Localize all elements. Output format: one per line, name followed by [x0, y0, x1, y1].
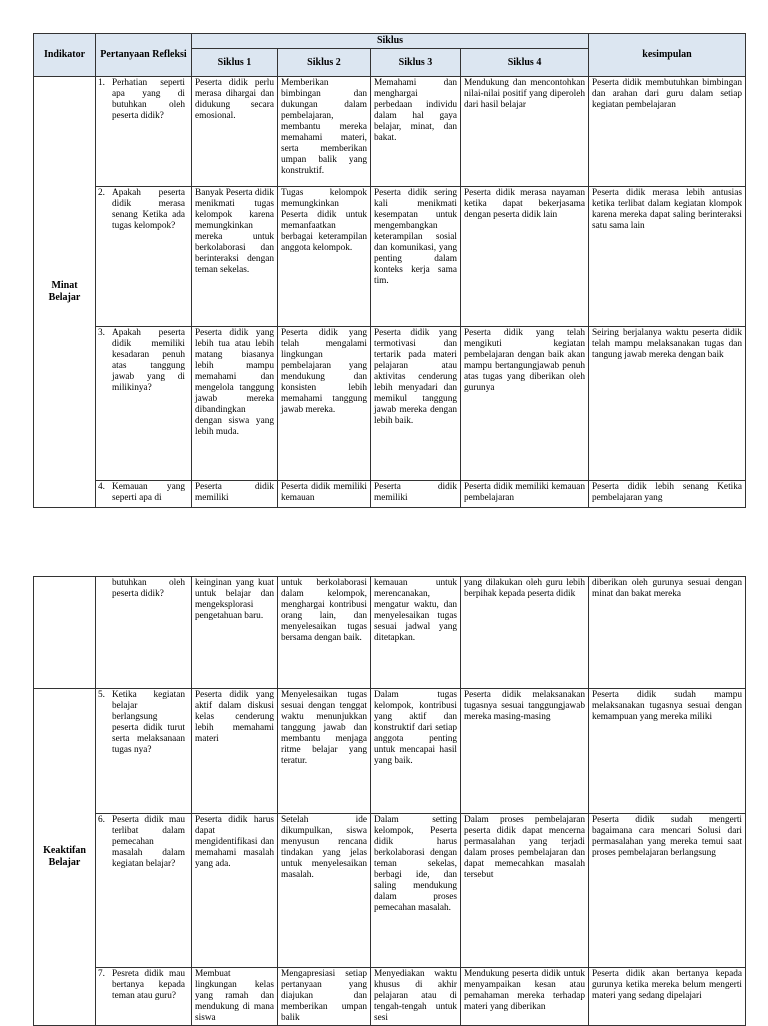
question-cell: butuhkan oleh peserta didik?	[96, 577, 192, 689]
header-indikator: Indikator	[34, 34, 96, 77]
siklus-1-cell: Peserta didik harus dapat mengidentifikasi dan memahami masalah yang ada.	[192, 814, 278, 968]
kesimpulan-cell: Peserta didik sudah mampu melaksanakan tugasnya sesuai dengan kemampuan yang mereka miliki	[589, 689, 746, 814]
siklus-3-cell: Peserta didik yang termotivasi dan tertarik pada materi pelajaran atau aktivitas cenderung lebih menyadari dan memikul tanggung jawab mereka dengan lebih baik.	[371, 327, 461, 481]
table-row	[34, 187, 746, 327]
siklus-3-cell: kemauan untuk merencanakan, mengatur waktu, dan menyelesaikan tugas sesuai jadwal yang ditetapkan.	[371, 577, 461, 689]
kesimpulan-cell: Peserta didik membutuhkan bimbingan dan arahan dari guru dalam setiap kegiatan pembelajaran	[589, 77, 746, 187]
siklus-2-cell: Menyelesaikan tugas sesuai dengan tenggat waktu menunjukkan tanggung jawab dan membantu menjaga ritme belajar yang teratur.	[278, 689, 371, 814]
question-cell: 3. Apakah peserta didik memiliki kesadaran penuh atas tanggung jawab yang di milikinya?	[96, 327, 192, 481]
siklus-1-cell: keinginan yang kuat untuk belajar dan mengeksplorasi pengetahuan baru.	[192, 577, 278, 689]
siklus-4-cell: Peserta didik melaksanakan tugasnya sesuai tanggungjawab mereka masing-masing	[461, 689, 589, 814]
reflection-table-page-1	[33, 33, 746, 508]
table-row	[34, 77, 746, 187]
siklus-4-cell: Mendukung peserta didik untuk menyampaikan kesan atau pemahaman mereka terhadap materi yang diberikan	[461, 968, 589, 1026]
siklus-1-cell: Peserta didik perlu merasa dihargai dan didukung secara emosional.	[192, 77, 278, 187]
siklus-3-cell: Menyediakan waktu khusus di akhir pelajaran atau di tengah-tengah untuk sesi	[371, 968, 461, 1026]
siklus-4-cell: yang dilakukan oleh guru lebih berpihak kepada peserta didik	[461, 577, 589, 689]
kesimpulan-cell: Peserta didik akan bertanya kepada gurunya ketika mereka belum mengerti materi yang sedang dipelajari	[589, 968, 746, 1026]
table-row	[34, 577, 746, 689]
indicator-keaktifan-belajar: Keaktifan Belajar	[34, 689, 96, 1026]
header-siklus-4: Siklus 4	[461, 49, 589, 77]
siklus-1-cell: Membuat lingkungan kelas yang ramah dan mendukung di mana siswa	[192, 968, 278, 1026]
siklus-1-cell: Peserta didik yang aktif dalam diskusi kelas cenderung lebih memahami materi	[192, 689, 278, 814]
header-siklus-3: Siklus 3	[371, 49, 461, 77]
siklus-2-cell: Peserta didik yang telah mengalami lingkungan pembelajaran yang mendukung dan konsisten lebih memahami tanggung jawab mereka.	[278, 327, 371, 481]
question-cell: 7. Pesreta didik mau bertanya kepada teman atau guru?	[96, 968, 192, 1026]
siklus-4-cell: Dalam proses pembelajaran peserta didik dapat mencerna permasalahan yang terjadi dalam proses pembelajaran dan dapat memecahkan masalah tersebut	[461, 814, 589, 968]
siklus-3-cell: Dalam setting kelompok, Peserta didik harus berkolaborasi dengan teman sekelas, berbagi ide, dan saling mendukung dalam proses pemecahan masalah.	[371, 814, 461, 968]
siklus-4-cell: Mendukung dan mencontohkan nilai-nilai positif yang diperoleh dari hasil belajar	[461, 77, 589, 187]
siklus-1-cell: Peserta didik yang lebih tua atau lebih matang biasanya lebih mampu memahami dan mengelola tanggung jawab mereka dibandingkan dengan siswa yang lebih muda.	[192, 327, 278, 481]
siklus-2-cell: Peserta didik memiliki kemauan	[278, 481, 371, 508]
question-cell: 5. Ketika kegiatan belajar berlangsung peserta didik turut serta melaksanaan tugas nya?	[96, 689, 192, 814]
table-row	[34, 689, 746, 814]
siklus-2-cell: Mengapresiasi setiap pertanyaan yang diajukan dan memberikan umpan balik	[278, 968, 371, 1026]
indicator-minat-belajar: Minat Belajar	[34, 77, 96, 508]
table-row	[34, 968, 746, 1026]
reflection-table-page-2	[33, 576, 746, 1026]
question-cell: 6. Peserta didik mau terlibat dalam pemecahan masalah dalam kegiatan belajar?	[96, 814, 192, 968]
header-siklus-2: Siklus 2	[278, 49, 371, 77]
siklus-4-cell: Peserta didik memiliki kemauan pembelajaran	[461, 481, 589, 508]
siklus-1-cell: Banyak Peserta didik menikmati tugas kelompok karena memungkinkan mereka untuk berkolaborasi dan berinteraksi dengan teman sekelas.	[192, 187, 278, 327]
question-cell: 1. Perhatian seperti apa yang di butuhkan oleh peserta didik?	[96, 77, 192, 187]
siklus-2-cell: Tugas kelompok memungkinkan Peserta didik untuk memanfaatkan berbagai keterampilan anggota kelompok.	[278, 187, 371, 327]
kesimpulan-cell: Peserta didik sudah mengerti bagaimana cara mencari Solusi dari permasalahan yang mereka temui saat proses pembelajaran berlangsung	[589, 814, 746, 968]
header-siklus-1: Siklus 1	[192, 49, 278, 77]
siklus-4-cell: Peserta didik yang telah mengikuti kegiatan pembelajaran dengan baik akan mampu bertangungjawab penuh atas tugas yang diberikan oleh gurunya	[461, 327, 589, 481]
kesimpulan-cell: Peserta didik merasa lebih antusias ketika terlibat dalam kegiatan klompok karena mereka dapat saling berinteraksi satu sama lain	[589, 187, 746, 327]
header-kesimpulan: kesimpulan	[589, 34, 746, 77]
indicator-continuation	[34, 577, 96, 689]
kesimpulan-cell: diberikan oleh gurunya sesuai dengan minat dan bakat mereka	[589, 577, 746, 689]
header-siklus: Siklus	[192, 34, 589, 49]
siklus-1-cell: Peserta didik memiliki	[192, 481, 278, 508]
siklus-2-cell: untuk berkolaborasi dalam kelompok, menghargai kontribusi orang lain, dan menyelesaikan tugas bersama dengan baik.	[278, 577, 371, 689]
header-pertanyaan: Pertanyaan Refleksi	[96, 34, 192, 77]
kesimpulan-cell: Seiring berjalanya waktu peserta didik telah mampu melaksanakan tugas dan tangung jawab mereka dengan baik	[589, 327, 746, 481]
question-cell: 2. Apakah peserta didik merasa senang Ketika ada tugas kelompok?	[96, 187, 192, 327]
siklus-4-cell: Peserta didik merasa nayaman ketika dapat bekerjasama dengan peserta didik lain	[461, 187, 589, 327]
siklus-3-cell: Peserta didik memiliki	[371, 481, 461, 508]
kesimpulan-cell: Peserta didik lebih senang Ketika pembelajaran yang	[589, 481, 746, 508]
siklus-3-cell: Memahami dan menghargai perbedaan individu dalam hal gaya belajar, minat, dan bakat.	[371, 77, 461, 187]
siklus-2-cell: Setelah ide dikumpulkan, siswa menyusun rencana tindakan yang jelas untuk menyelesaikan masalah.	[278, 814, 371, 968]
table-row	[34, 814, 746, 968]
siklus-3-cell: Dalam tugas kelompok, kontribusi yang aktif dan konstruktif dari setiap anggota penting untuk mencapai hasil yang baik.	[371, 689, 461, 814]
question-cell: 4. Kemauan yang seperti apa di	[96, 481, 192, 508]
table-row	[34, 327, 746, 481]
siklus-3-cell: Peserta didik sering kali menikmati kesempatan untuk mengembangkan keterampilan sosial dan komunikasi, yang penting dalam konteks kerja sama tim.	[371, 187, 461, 327]
table-row	[34, 481, 746, 508]
siklus-2-cell: Memberikan bimbingan dan dukungan dalam pembelajaran, membantu mereka memahami materi, serta memberikan umpan balik yang konstruktif.	[278, 77, 371, 187]
